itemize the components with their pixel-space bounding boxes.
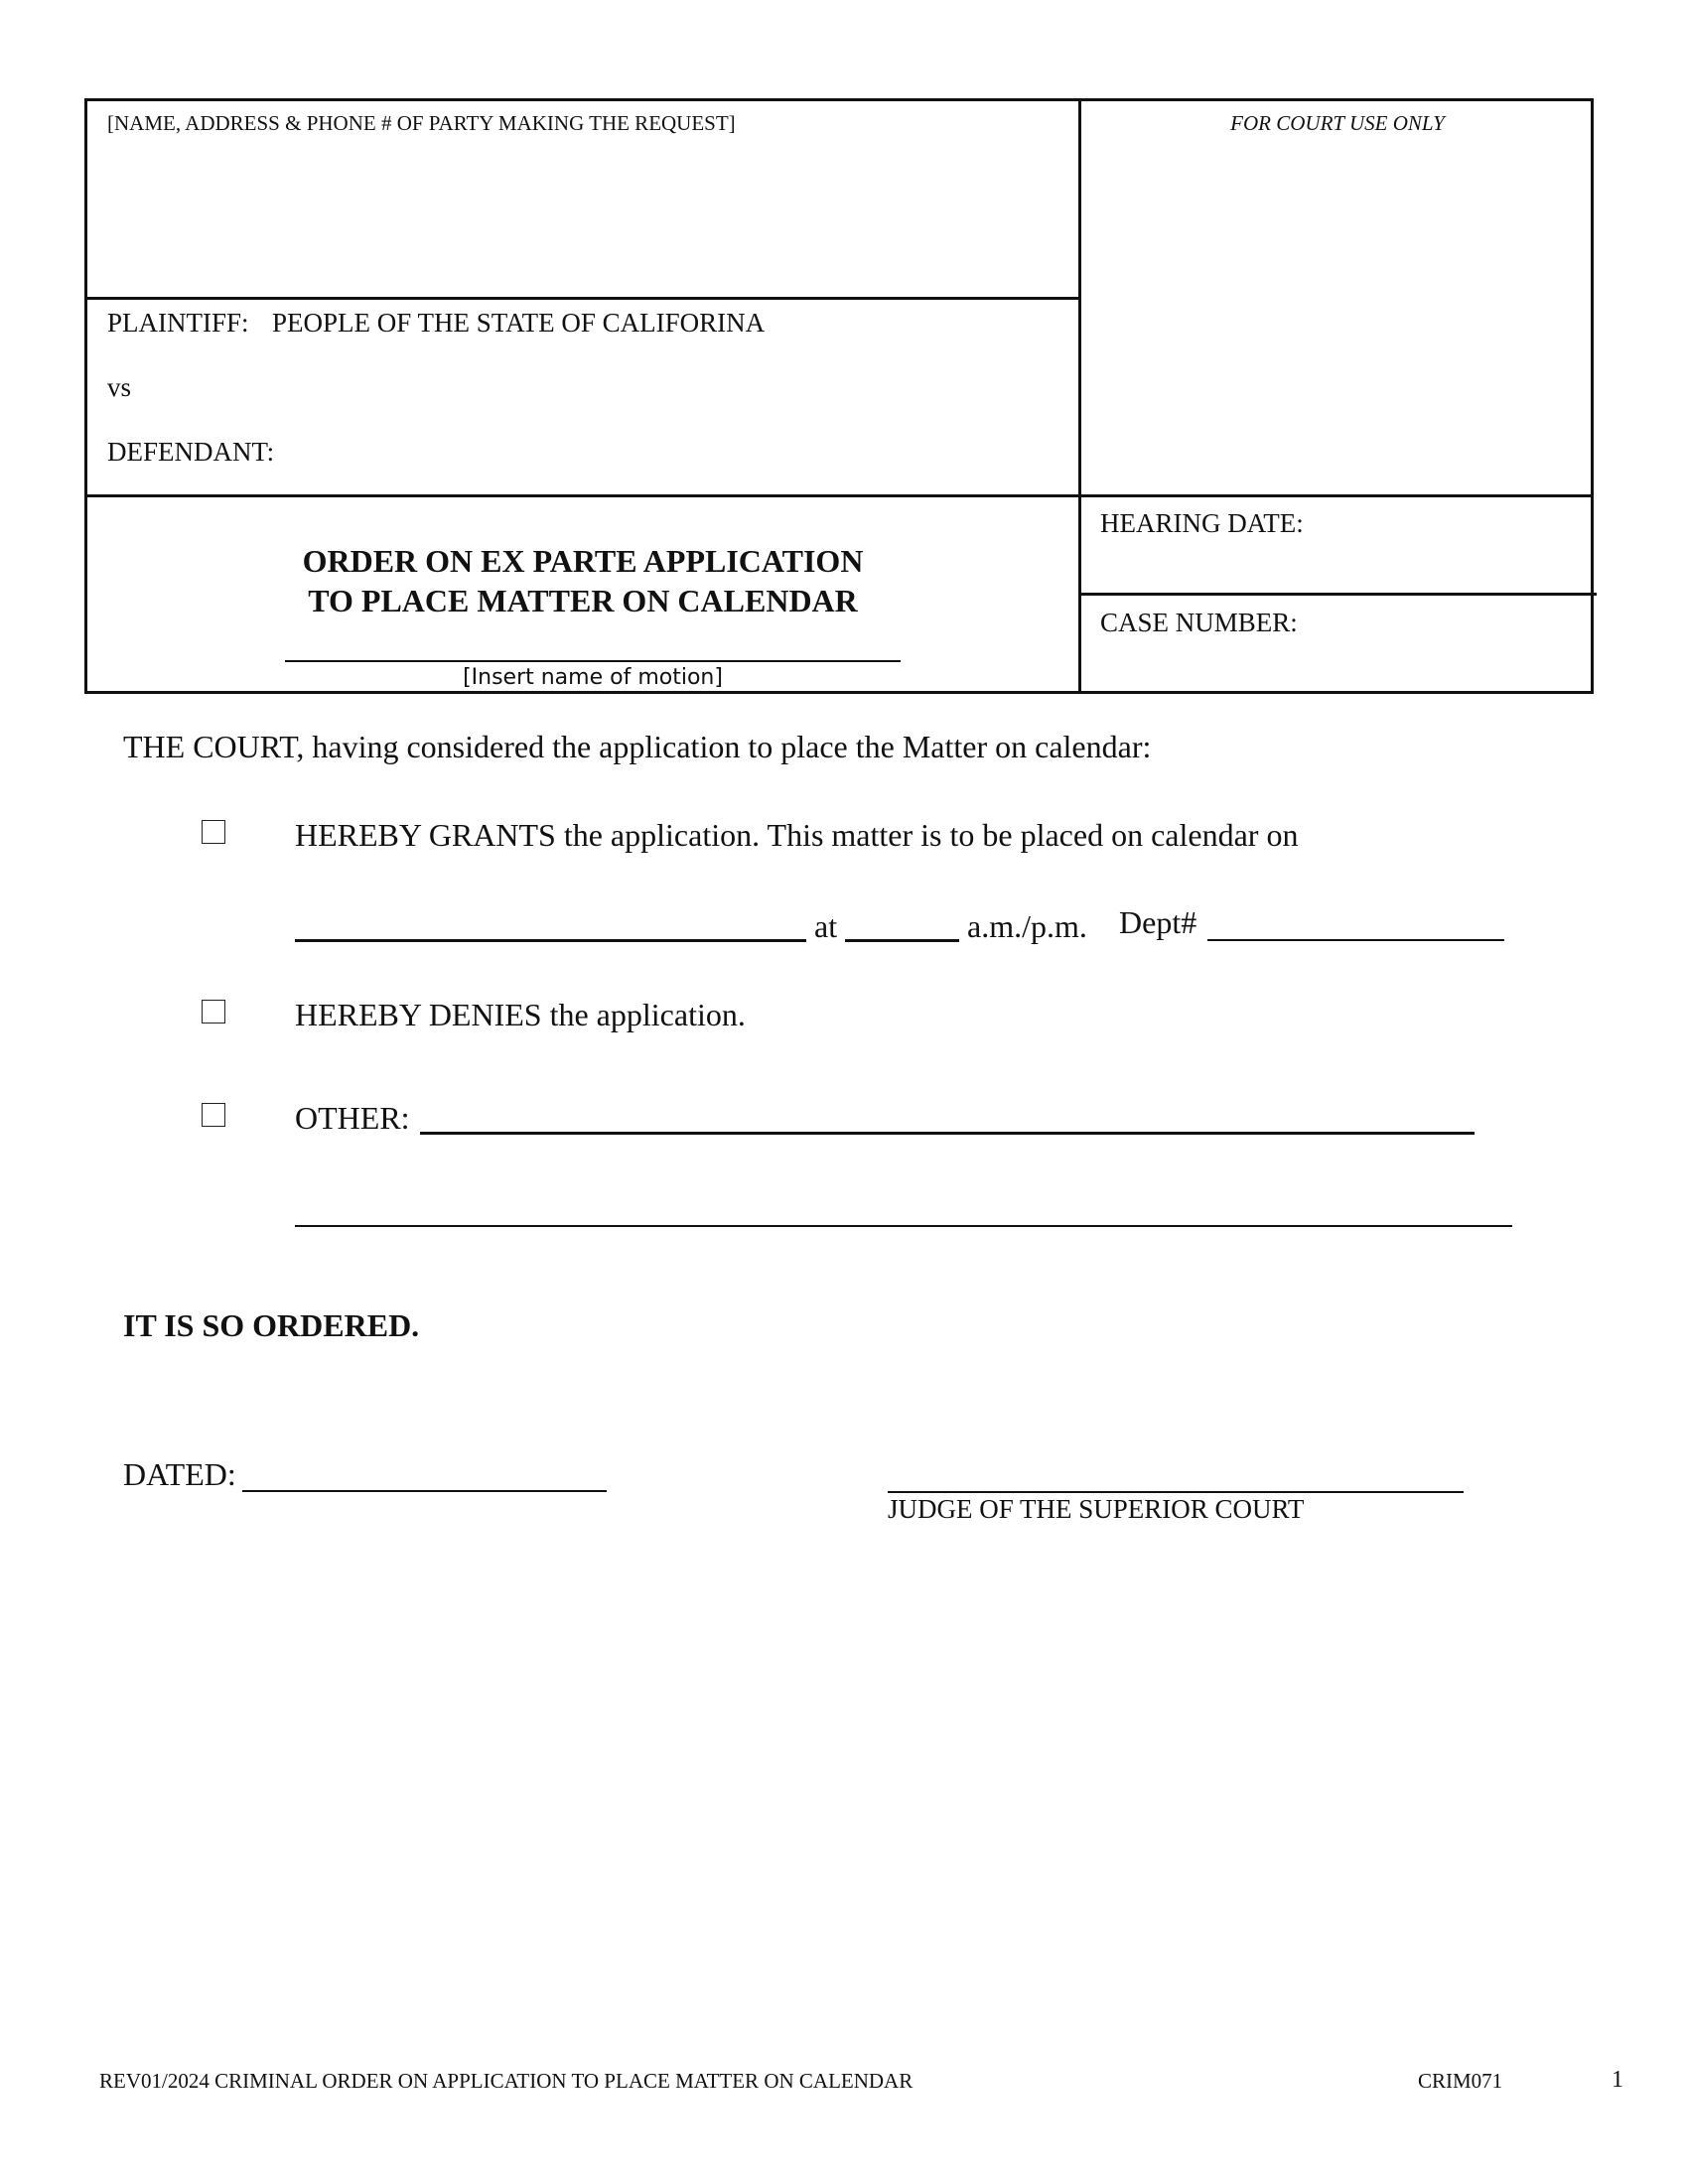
header-vertical-divider [1078, 101, 1081, 691]
header-divider [1078, 593, 1597, 596]
hearing-date-label: HEARING DATE: [1100, 508, 1304, 538]
header-table [84, 98, 1594, 694]
ampm-text: a.m./p.m. [967, 908, 1087, 944]
footer-revision: REV01/2024 CRIMINAL ORDER ON APPLICATION TO PLACE MATTER ON CALENDAR [99, 2069, 914, 2093]
motion-hint: [Insert name of motion] [463, 665, 723, 690]
dept-blank-line[interactable] [1207, 939, 1504, 941]
case-number-label: CASE NUMBER: [1100, 608, 1298, 637]
plaintiff-label: PLAINTIFF: [107, 308, 249, 338]
deny-text: HEREBY DENIES the application. [295, 997, 746, 1032]
so-ordered-text: IT IS SO ORDERED. [123, 1307, 420, 1343]
court-use-label: FOR COURT USE ONLY [1230, 111, 1445, 135]
time-blank-line[interactable] [845, 939, 959, 942]
judge-label: JUDGE OF THE SUPERIOR COURT [888, 1494, 1305, 1524]
other-blank-line[interactable] [420, 1132, 1475, 1135]
vs-text: vs [107, 372, 132, 402]
footer-form-code: CRIM071 [1418, 2069, 1503, 2093]
intro-text: THE COURT, having considered the application to place the Matter on calendar: [123, 729, 1152, 764]
page-number: 1 [1612, 2067, 1623, 2093]
judge-signature-line[interactable] [888, 1491, 1464, 1493]
header-divider [87, 297, 1078, 300]
deny-checkbox[interactable] [202, 1000, 225, 1024]
dated-label: DATED: [123, 1456, 236, 1492]
header-divider [87, 494, 1591, 497]
dated-blank-line[interactable] [242, 1490, 607, 1492]
other-label: OTHER: [295, 1100, 410, 1136]
form-title-line2: TO PLACE MATTER ON CALENDAR [308, 583, 858, 618]
date-blank-line[interactable] [295, 939, 806, 942]
dept-label: Dept# [1119, 904, 1197, 940]
motion-name-line[interactable] [285, 660, 901, 662]
grant-checkbox[interactable] [202, 820, 225, 844]
defendant-label: DEFENDANT: [107, 437, 275, 467]
form-title-line1: ORDER ON EX PARTE APPLICATION [302, 543, 864, 579]
grant-text: HEREBY GRANTS the application. This matter is to be placed on calendar on [295, 817, 1299, 853]
party-label: [NAME, ADDRESS & PHONE # OF PARTY MAKING THE REQUEST] [107, 111, 736, 135]
at-text: at [814, 908, 838, 944]
plaintiff-value: PEOPLE OF THE STATE OF CALIFORINA [272, 308, 766, 338]
other-checkbox[interactable] [202, 1103, 225, 1127]
other-second-line[interactable] [295, 1225, 1512, 1227]
